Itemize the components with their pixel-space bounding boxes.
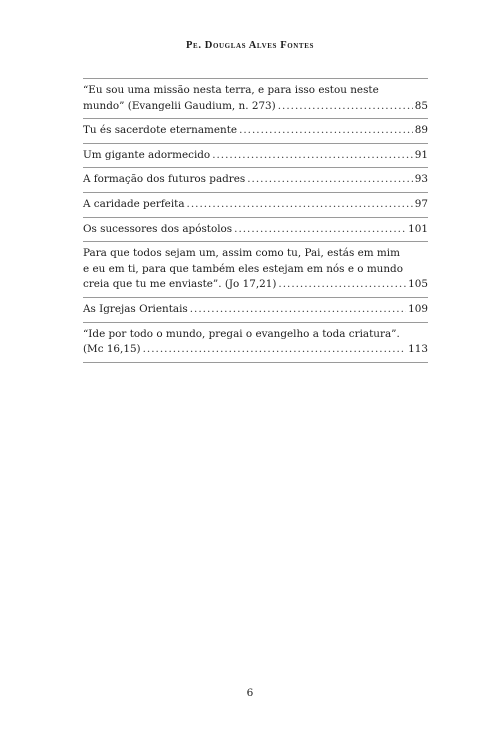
toc-entry [83, 118, 428, 143]
toc-entry-title: As Igrejas Orientais [83, 302, 188, 315]
toc-entry-title: Os sucessores dos apóstolos [83, 222, 233, 235]
toc-entry-page: 97 [414, 197, 428, 210]
toc-entry-title: Tu és sacerdote eternamente [83, 124, 238, 137]
toc-entry [83, 192, 428, 217]
toc-entry-title: Um gigante adormecido [83, 148, 211, 161]
dot-leader [234, 222, 406, 238]
toc-entry-title: mundo” (Evangelii Gaudium, n. 273) [83, 99, 276, 112]
dot-leader [190, 302, 406, 318]
toc-entry-line: e eu em ti, para que também eles estejam em nós e o mundo [83, 262, 403, 275]
toc-entry [83, 297, 428, 322]
toc-entry-page: 113 [408, 343, 428, 356]
table-of-contents [83, 78, 428, 363]
toc-entry-title: (Mc 16,15) [83, 343, 141, 356]
toc-entry-page: 101 [408, 222, 428, 235]
toc-entry-page: 85 [414, 99, 428, 112]
toc-entry-last-line [83, 99, 428, 115]
toc-entry [83, 78, 428, 118]
toc-entry-page: 109 [408, 302, 428, 315]
toc-entry-last-line [83, 222, 428, 238]
page-number: 6 [246, 687, 254, 699]
toc-entry [83, 322, 428, 363]
toc-entry-last-line [83, 277, 428, 293]
toc-entry-last-line [83, 172, 428, 188]
dot-leader [212, 148, 413, 164]
toc-entry-last-line [83, 302, 428, 318]
dot-leader [278, 99, 413, 115]
toc-entry-last-line [83, 342, 428, 358]
dot-leader [278, 277, 406, 293]
toc-entry-title: A caridade perfeita [83, 197, 185, 210]
toc-entry-line: “Eu sou uma missão nesta terra, e para isso estou neste [83, 84, 379, 96]
toc-entry-last-line [83, 197, 428, 213]
toc-entry-last-line [83, 123, 428, 139]
toc-entry-page: 91 [414, 148, 428, 161]
toc-entry-page: 93 [414, 173, 428, 186]
toc-entry [83, 241, 428, 297]
toc-entry-line: Para que todos sejam um, assim como tu, Pai, estás em mim [83, 247, 400, 260]
toc-entry-page: 89 [414, 124, 428, 137]
toc-entry-last-line [83, 148, 428, 164]
toc-entry-title: creia que tu me enviaste”. (Jo 17,21) [83, 278, 277, 291]
toc-entry-title: A formação dos futuros padres [83, 173, 246, 186]
toc-entry-line: “Ide por todo o mundo, pregai o evangelho a toda criatura”. [83, 327, 400, 340]
dot-leader [239, 123, 413, 139]
toc-entry [83, 143, 428, 168]
toc-entry [83, 217, 428, 242]
dot-leader [143, 342, 407, 358]
running-head-title: Pe. Douglas Alves Fontes [186, 40, 314, 51]
dot-leader [247, 172, 413, 188]
dot-leader [187, 197, 413, 213]
toc-entry [83, 167, 428, 192]
toc-entry-page: 105 [408, 278, 428, 291]
